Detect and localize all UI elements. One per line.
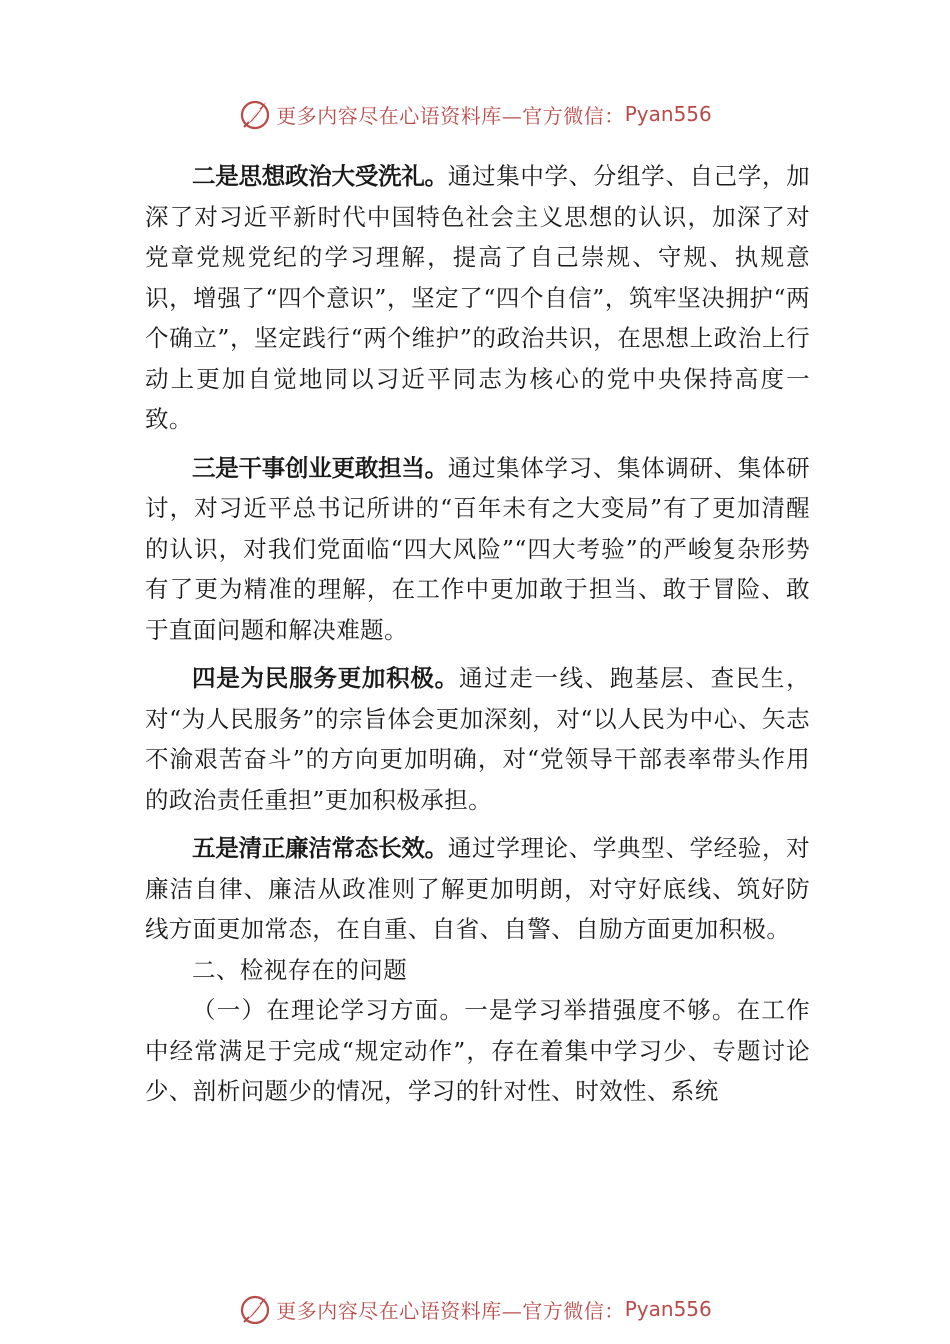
paragraph-lead: 二是思想政治大受洗礼。 — [192, 162, 448, 190]
paragraph-text: 通过走一线、跑基层、查民生，对“为人民服务”的宗旨体会更加深刻，对“以人民为中心、矢志不渝艰苦奋斗”的方向更加明确，对“党领导干部表率带头作用的政治责任重担”更加积极承担。 — [145, 664, 810, 814]
paragraph-text: 通过集中学、分组学、自己学，加深了对习近平新时代中国特色社会主义思想的认识，加深了对党章党规党纪的学习理解，提高了自己崇规、守规、执规意识，增强了“四个意识”，坚定了“四个自信”，筑牢坚决拥护“两个确立”，坚定践行“两个维护”的政治共识，在思想上政治上行动上更加自觉地同以习近平同志为核心的党中央保持高度一致。 — [145, 162, 811, 433]
paragraph-3 — [145, 448, 810, 651]
header-banner — [0, 94, 950, 134]
section-heading: 二、检视存在的问题 — [192, 955, 408, 984]
paragraph-text: 通过集体学习、集体调研、集体研讨，对习近平总书记所讲的“百年未有之大变局”有了更加清醒的认识，对我们党面临“四大风险”“四大考验”的严峻复杂形势有了更为精准的理解，在工作中更加敢于担当、敢于冒险、敢于直面问题和解决难题。 — [145, 453, 811, 644]
paragraph-text: 通过学理论、学典型、学经验，对廉洁自律、廉洁从政准则了解更加明朗，对守好底线、筑好防线方面更加常态，在自重、自省、自警、自励方面更加积极。 — [145, 834, 811, 943]
paragraph-lead: 三是干事创业更敢担当。 — [192, 453, 448, 482]
feather-logo-icon — [238, 97, 272, 131]
footer-banner — [0, 1289, 950, 1329]
banner-wechat-id: Pyan556 — [624, 1297, 712, 1321]
paragraph-lead: 四是为民服务更加积极。 — [192, 664, 459, 692]
paragraph-4 — [145, 658, 810, 820]
document-body — [145, 156, 810, 1120]
paragraph-5 — [145, 828, 810, 950]
feather-logo-icon — [238, 1292, 272, 1326]
paragraph-problems: （一）在理论学习方面。一是学习举措强度不够。在工作中经常满足于完成“规定动作”，存在着集中学习少、专题讨论少、剖析问题少的情况，学习的针对性、时效性、系统 — [145, 996, 810, 1105]
banner-text: 更多内容尽在心语资料库—官方微信： — [276, 103, 625, 128]
paragraph-lead: 五是清正廉洁常态长效。 — [192, 834, 448, 862]
paragraph-2 — [145, 156, 810, 440]
banner-wechat-id: Pyan556 — [624, 102, 712, 126]
banner-text: 更多内容尽在心语资料库—官方微信： — [276, 1298, 625, 1323]
